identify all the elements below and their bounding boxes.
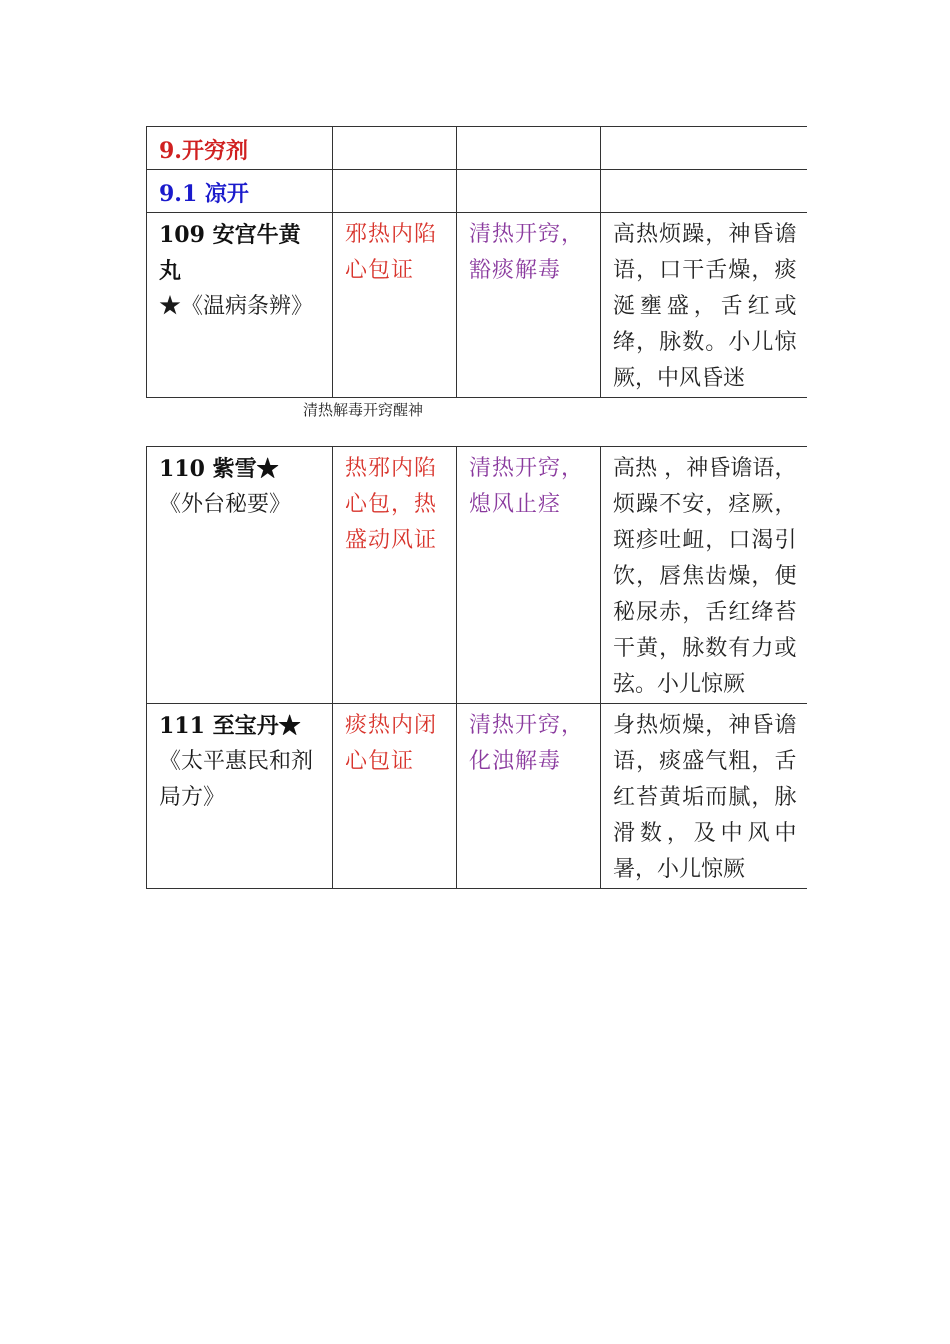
symptoms-cell: 高热烦躁，神昏谵语，口干舌燥，痰涎壅盛，舌红或绛，脉数。小儿惊厥，中风昏迷	[601, 213, 807, 398]
annotation-note: 清热解毒开窍醒神	[303, 401, 424, 419]
empty-cell	[333, 127, 457, 170]
formula-name: 111 至宝丹★	[159, 713, 301, 739]
section-row	[147, 127, 807, 170]
table-row	[147, 447, 807, 704]
table-row	[147, 704, 807, 889]
formula-name: 109 安宫牛黄丸	[159, 222, 301, 284]
syndrome-cell: 痰热内闭心包证	[333, 704, 457, 889]
table-row	[147, 213, 807, 398]
subsection-title: 9.1 凉开	[147, 170, 333, 213]
syndrome-cell: 邪热内陷心包证	[333, 213, 457, 398]
formula-source: 《太平惠民和剂局方》	[159, 749, 314, 810]
syndrome-cell: 热邪内陷心包，热盛动风证	[333, 447, 457, 704]
prescription-table-2	[146, 446, 807, 889]
formula-source: 《外台秘要》	[159, 492, 292, 517]
prescription-table-1	[146, 126, 807, 398]
formula-cell	[147, 213, 333, 398]
section-title: 9.开穷剂	[147, 127, 333, 170]
formula-cell	[147, 704, 333, 889]
treatment-method-cell: 清热开窍，化浊解毒	[457, 704, 601, 889]
formula-cell	[147, 447, 333, 704]
empty-cell	[601, 127, 807, 170]
symptoms-cell: 身热烦燥，神昏谵语，痰盛气粗，舌红苔黄垢而腻，脉滑数，及中风中暑，小儿惊厥	[601, 704, 807, 889]
empty-cell	[601, 170, 807, 213]
symptoms-cell: 高热 ，神昏谵语，烦躁不安，痉厥，斑疹吐衄，口渴引饮，唇焦齿燥，便秘尿赤，舌红绛苔干黄，脉数有力或弦。小儿惊厥	[601, 447, 807, 704]
empty-cell	[333, 170, 457, 213]
empty-cell	[457, 127, 601, 170]
empty-cell	[457, 170, 601, 213]
treatment-method-cell: 清热开窍，熄风止痉	[457, 447, 601, 704]
formula-source: ★《温病条辨》	[159, 294, 314, 319]
formula-name: 110 紫雪★	[159, 456, 279, 482]
subsection-row	[147, 170, 807, 213]
treatment-method-cell: 清热开窍，豁痰解毒	[457, 213, 601, 398]
